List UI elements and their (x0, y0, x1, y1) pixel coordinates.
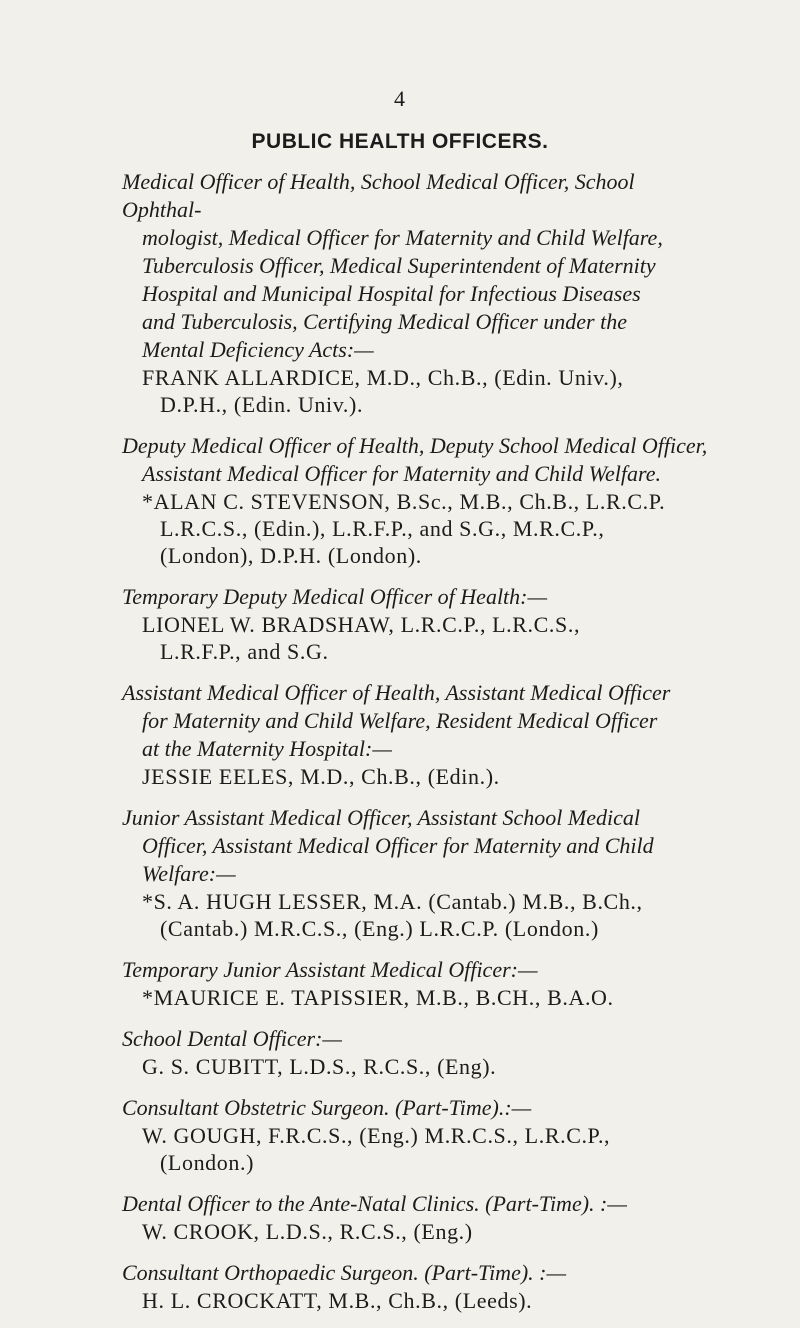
section-title (122, 1190, 718, 1218)
section-title (122, 804, 718, 888)
title-line: Tuberculosis Officer, Medical Superintendent of Maternity (142, 253, 656, 278)
section-title (122, 168, 718, 364)
officer-name (142, 1122, 728, 1176)
section-title (122, 583, 718, 611)
title-line: Dental Officer to the Ante-Natal Clinics. (Part-Time). :— (122, 1191, 627, 1216)
section-title (122, 1094, 718, 1122)
title-line: for Maternity and Child Welfare, Resident Medical Officer (142, 708, 658, 733)
title-line: Hospital and Municipal Hospital for Infectious Diseases (142, 281, 641, 306)
officer-name (142, 1218, 728, 1245)
officer-name (142, 611, 728, 665)
page-heading: PUBLIC HEALTH OFFICERS. (251, 130, 549, 153)
name-line: H. L. CROCKATT, M.B., Ch.B., (Leeds). (142, 1288, 533, 1313)
officer-name (142, 1053, 728, 1080)
name-line: (London.) (160, 1150, 254, 1175)
page-number: 4 (394, 86, 406, 111)
section-medical-officer-of-health (0, 168, 800, 418)
name-line: FRANK ALLARDICE, M.D., Ch.B., (Edin. Univ.), (142, 365, 624, 390)
title-line: Junior Assistant Medical Officer, Assistant School Medical (122, 805, 640, 830)
name-line: D.P.H., (Edin. Univ.). (160, 392, 364, 417)
title-line: Medical Officer of Health, School Medical Officer, School Ophthal- (122, 169, 635, 222)
officer-name (142, 763, 728, 790)
title-line: Temporary Junior Assistant Medical Officer:— (122, 957, 538, 982)
officer-name (142, 984, 728, 1011)
name-line: LIONEL W. BRADSHAW, L.R.C.P., L.R.C.S., (142, 612, 581, 637)
section-school-dental (0, 1025, 800, 1080)
section-assistant-medical-officer (0, 679, 800, 790)
title-line: and Tuberculosis, Certifying Medical Officer under the (142, 309, 627, 334)
section-title (122, 679, 718, 763)
name-line: *S. A. HUGH LESSER, M.A. (Cantab.) M.B., B.Ch., (142, 889, 643, 914)
title-line: School Dental Officer:— (122, 1026, 342, 1051)
name-line: *MAURICE E. TAPISSIER, M.B., B.CH., B.A.O. (142, 985, 614, 1010)
section-title (122, 432, 718, 488)
section-consultant-orthopaedic (0, 1259, 800, 1314)
title-line: at the Maternity Hospital:— (142, 736, 392, 761)
name-line: W. GOUGH, F.R.C.S., (Eng.) M.R.C.S., L.R.C.P., (142, 1123, 611, 1148)
title-line: Assistant Medical Officer for Maternity and Child Welfare. (142, 461, 661, 486)
section-title (122, 956, 718, 984)
name-line: *ALAN C. STEVENSON, B.Sc., M.B., Ch.B., L.R.C.P. (142, 489, 666, 514)
title-line: Officer, Assistant Medical Officer for Maternity and Child (142, 833, 654, 858)
section-junior-assistant (0, 804, 800, 942)
officer-name (142, 888, 728, 942)
title-line: Consultant Orthopaedic Surgeon. (Part-Time). :— (122, 1260, 567, 1285)
section-temporary-deputy (0, 583, 800, 665)
name-line: L.R.C.S., (Edin.), L.R.F.P., and S.G., M.R.C.P., (160, 516, 605, 541)
name-line: (Cantab.) M.R.C.S., (Eng.) L.R.C.P. (London.) (160, 916, 599, 941)
section-temporary-junior (0, 956, 800, 1011)
section-title (122, 1025, 718, 1053)
name-line: G. S. CUBITT, L.D.S., R.C.S., (Eng). (142, 1054, 497, 1079)
title-line: Deputy Medical Officer of Health, Deputy School Medical Officer, (122, 433, 708, 458)
title-line: Welfare:— (142, 861, 236, 886)
officers-list (0, 168, 800, 1328)
name-line: W. CROOK, L.D.S., R.C.S., (Eng.) (142, 1219, 473, 1244)
section-antenatal-dental (0, 1190, 800, 1245)
officer-name (142, 364, 728, 418)
title-line: Assistant Medical Officer of Health, Assistant Medical Officer (122, 680, 671, 705)
title-line: mologist, Medical Officer for Maternity and Child Welfare, (142, 225, 663, 250)
section-consultant-obstetric (0, 1094, 800, 1176)
name-line: JESSIE EELES, M.D., Ch.B., (Edin.). (142, 764, 500, 789)
section-deputy-medical-officer (0, 432, 800, 569)
name-line: L.R.F.P., and S.G. (160, 639, 329, 664)
title-line: Mental Deficiency Acts:— (142, 337, 374, 362)
title-line: Consultant Obstetric Surgeon. (Part-Time).:— (122, 1095, 532, 1120)
officer-name (142, 488, 728, 569)
officer-name (142, 1287, 728, 1314)
name-line: (London), D.P.H. (London). (160, 543, 422, 568)
section-title (122, 1259, 718, 1287)
title-line: Temporary Deputy Medical Officer of Health:— (122, 584, 548, 609)
